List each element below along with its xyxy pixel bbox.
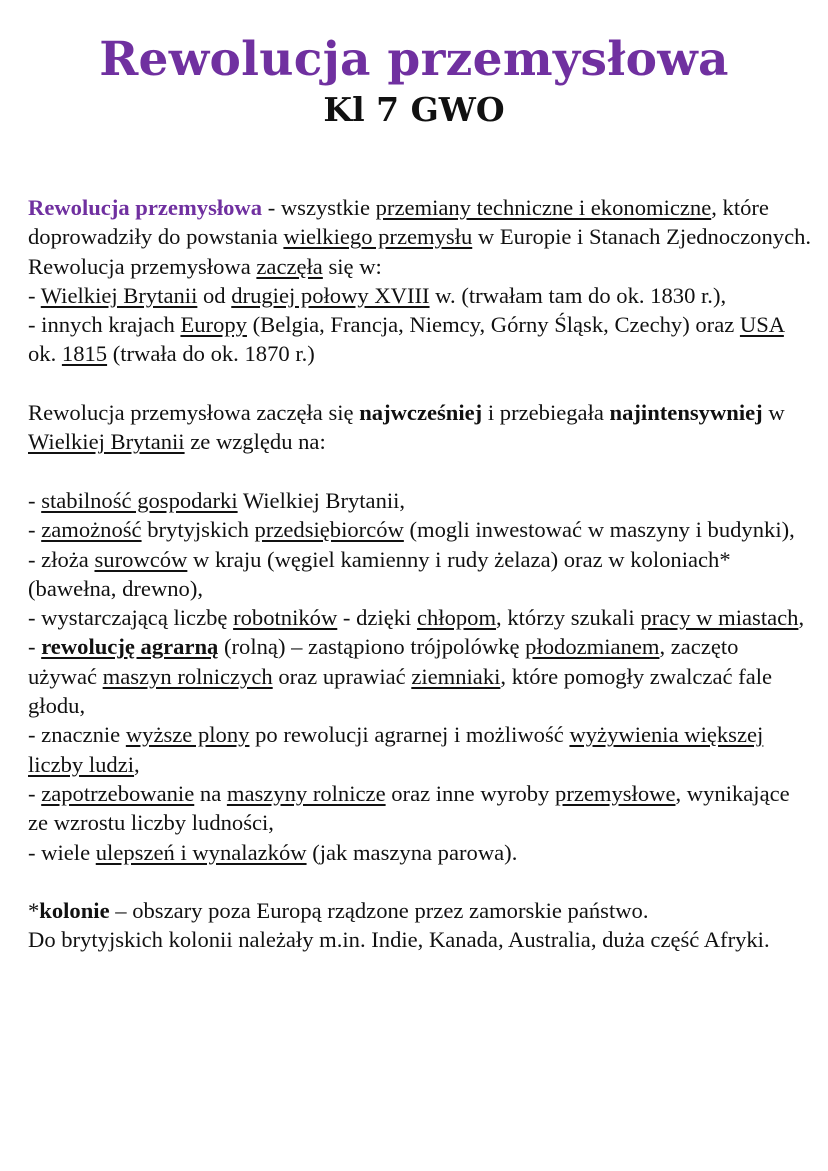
start-item-other-countries <box>28 310 813 369</box>
bold-text: najwcześniej <box>359 400 483 426</box>
footnote-colonies <box>28 896 813 925</box>
text: oraz inne wyroby <box>385 780 556 806</box>
underlined-text: USA <box>739 312 784 338</box>
underlined-text: stabilność gospodarki <box>41 487 238 513</box>
text: , <box>798 605 805 631</box>
text: Wielkiej Brytanii, <box>237 487 406 513</box>
underlined-text: ulepszeń i wynalazków <box>95 839 307 865</box>
bold-text: najintensywniej <box>609 400 763 426</box>
underlined-text: przedsiębiorców <box>254 517 404 543</box>
underlined-text: maszyny rolnicze <box>226 780 386 806</box>
underlined-text: surowców <box>94 546 188 572</box>
underlined-text: płodozmianem <box>525 634 660 660</box>
text: w <box>762 400 785 426</box>
reason-item <box>28 486 813 515</box>
text: Rewolucja przemysłowa <box>28 253 257 279</box>
text: (mogli inwestować w maszyny i budynki), <box>403 517 795 543</box>
text: po rewolucji agrarnej i możliwość <box>249 722 570 748</box>
text: , zaczęto używać <box>28 634 739 689</box>
underlined-text: zaczęła <box>256 253 323 279</box>
text: , które pomogły zwalczać fale głodu, <box>28 663 773 719</box>
text: (trwała do ok. 1870 r.) <box>107 341 315 367</box>
text: ok. <box>28 341 62 367</box>
text: , wynikające ze wzrostu liczby ludności, <box>28 780 790 836</box>
text: - <box>28 517 42 543</box>
text: - <box>28 634 42 660</box>
text: i przebiegała <box>482 400 610 426</box>
underlined-text: 1815 <box>61 341 108 367</box>
underlined-text: ziemniaki <box>411 663 501 689</box>
reason-item <box>28 779 813 838</box>
underlined-text: zamożność <box>41 517 142 543</box>
underlined-text: Wielkiej Brytanii <box>40 282 198 308</box>
underlined-text: przemysłowe <box>555 780 676 806</box>
underlined-text: pracy w miastach <box>640 605 799 631</box>
start-paragraph <box>28 252 813 281</box>
underlined-text: drugiej połowy XVIII <box>231 282 430 308</box>
text: w Europie i Stanach Zjednoczonych. <box>472 224 812 250</box>
reason-item <box>28 545 813 604</box>
reason-item <box>28 515 813 544</box>
text: - <box>28 282 41 308</box>
reason-item <box>28 838 813 867</box>
text: , <box>134 751 140 777</box>
spacer <box>28 457 813 486</box>
spacer <box>28 369 813 398</box>
text: - wystarczającą liczbę <box>28 605 234 631</box>
text: (jak maszyna parowa). <box>306 839 518 865</box>
text: - wszystkie <box>262 195 376 220</box>
underlined-text: wyżywienia większej liczby ludzi <box>28 722 764 777</box>
text: - wiele <box>28 839 96 865</box>
reason-item <box>28 720 813 779</box>
underlined-text: maszyn rolniczych <box>102 663 273 689</box>
text: w kraju (węgiel kamienny i rudy żelaza) oraz w koloniach* (bawełna, drewno), <box>28 546 731 601</box>
text: , którzy szukali <box>496 605 641 631</box>
text: Rewolucja przemysłowa zaczęła się <box>28 400 360 426</box>
text: ze względu na: <box>184 429 326 455</box>
text: na <box>194 780 227 806</box>
underlined-text: Wielkiej Brytanii <box>28 429 185 455</box>
underlined-text: zapotrzebowanie <box>41 780 195 806</box>
text: - innych krajach <box>28 312 181 338</box>
text: - znacznie <box>28 722 126 748</box>
text: brytyjskich <box>141 517 255 543</box>
text: - złoża <box>28 546 95 572</box>
underlined-text: wyższe plony <box>125 722 250 748</box>
underlined-text: przemiany techniczne i ekonomiczne <box>375 195 712 220</box>
document-body <box>28 193 813 955</box>
page-subtitle: Kl 7 GWO <box>323 90 505 129</box>
text: - dzięki <box>337 605 417 631</box>
page-title: Rewolucja przemysłowa <box>99 32 729 87</box>
definition-paragraph <box>28 193 813 252</box>
text: – obszary poza Europą rządzone przez zamorskie państwo. <box>109 898 649 924</box>
underlined-text: chłopom <box>416 605 497 631</box>
bold-underlined-text: rewolucję agrarną <box>41 634 219 660</box>
text: od <box>197 282 232 308</box>
start-item-britain <box>28 281 813 310</box>
reason-item <box>28 603 813 632</box>
underlined-text: Europy <box>180 312 247 338</box>
text: - <box>28 780 42 806</box>
text: w. (trwałam tam do ok. 1830 r.), <box>429 282 727 308</box>
reasons-intro-paragraph <box>28 398 813 457</box>
text: Do brytyjskich kolonii należały m.in. Indie, Kanada, Australia, duża część Afryki. <box>28 927 770 953</box>
underlined-text: wielkiego przemysłu <box>283 224 473 250</box>
defined-term: Rewolucja przemysłowa <box>28 195 263 220</box>
reason-item <box>28 632 813 720</box>
text: , które doprowadziły do powstania <box>28 195 769 250</box>
text: się w: <box>322 253 382 279</box>
underlined-text: robotników <box>233 605 338 631</box>
spacer <box>28 867 813 896</box>
text: (Belgia, Francja, Niemcy, Górny Śląsk, Czechy) oraz <box>246 312 740 338</box>
footnote-examples <box>28 925 813 954</box>
text: * <box>28 898 40 924</box>
bold-text: kolonie <box>39 898 110 924</box>
text: oraz uprawiać <box>272 663 412 689</box>
text: - <box>28 487 42 513</box>
text: (rolną) – zastąpiono trójpolówkę <box>218 634 526 660</box>
